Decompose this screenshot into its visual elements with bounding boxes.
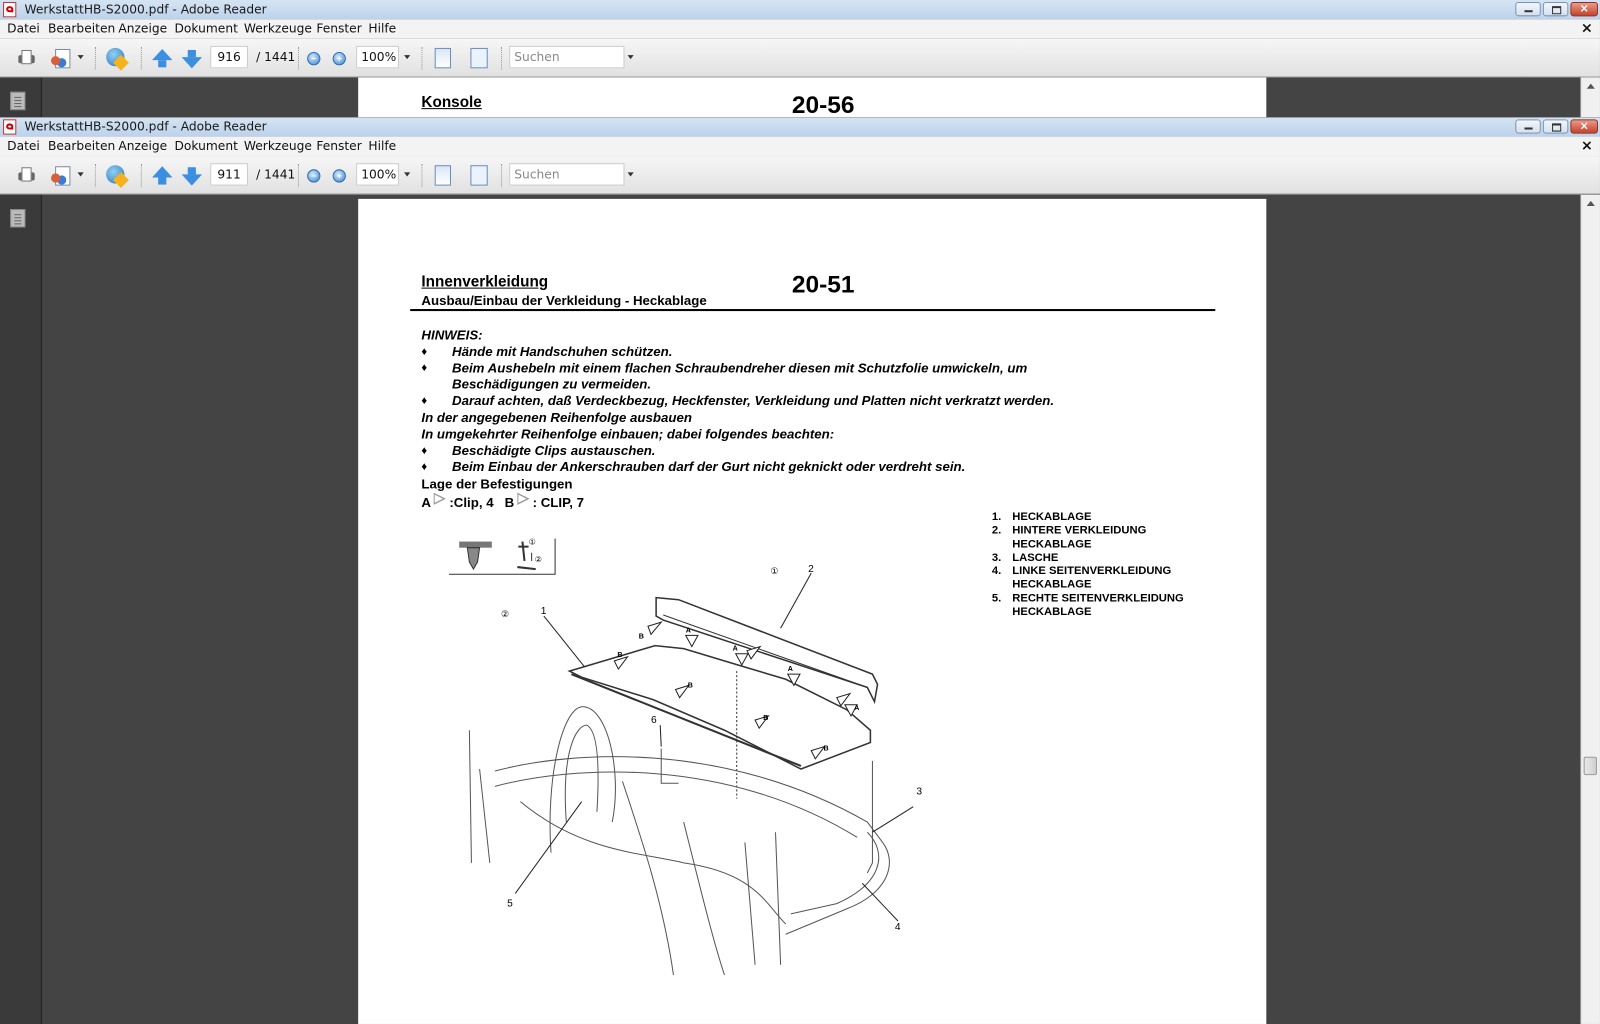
step-1-label: ① — [770, 566, 779, 577]
page-number-label: 20-51 — [791, 271, 855, 299]
bullet-icon: ♦ — [421, 394, 428, 407]
fastener-markers — [614, 622, 860, 759]
document-area — [0, 78, 1600, 118]
fastener-b: : CLIP, 7 — [532, 494, 584, 510]
print-icon[interactable] — [16, 165, 36, 185]
marker-label-a: A — [685, 626, 691, 635]
page-section-title: Konsole — [421, 93, 482, 112]
fastener-a-letter: A — [421, 494, 432, 510]
window-title: WerkstattHB-S2000.pdf - Adobe Reader — [24, 119, 267, 134]
callout-5: 5 — [507, 898, 513, 910]
page-number-input[interactable]: 911 — [210, 163, 248, 185]
menu-dokument[interactable]: Dokument — [174, 138, 238, 153]
menu-bearbeiten[interactable]: Bearbeiten — [47, 138, 116, 153]
legend-item: 4. LINKE SEITENVERKLEIDUNG — [991, 565, 1172, 578]
search-dropdown-icon[interactable] — [628, 55, 634, 59]
toolbar-separator — [501, 164, 504, 186]
previous-page-icon[interactable] — [152, 166, 172, 177]
search-input[interactable]: Suchen — [509, 46, 624, 68]
marker-label-a: A — [854, 703, 860, 712]
menu-bar — [0, 19, 1600, 38]
menu-bar — [0, 137, 1600, 156]
callout-6: 6 — [651, 715, 657, 727]
toolbar-separator — [421, 47, 424, 69]
triangle-marker-icon — [434, 493, 446, 505]
zoom-dropdown-icon[interactable] — [404, 55, 410, 59]
page-section-title: Innenverkleidung — [421, 273, 549, 291]
toolbar-separator — [141, 164, 144, 186]
zoom-out-icon[interactable] — [307, 52, 320, 65]
menu-werkzeuge[interactable]: Werkzeuge — [243, 138, 312, 153]
install-instruction: In umgekehrter Reihenfolge einbauen; dabei folgendes beachten: — [421, 426, 835, 442]
share-dropdown-icon[interactable] — [78, 55, 84, 59]
scroll-up-icon[interactable] — [1587, 84, 1595, 89]
header-rule — [410, 309, 1215, 311]
marker-label-a: A — [732, 644, 738, 653]
fastener-a: :Clip, 4 — [449, 494, 494, 510]
toolbar-separator — [421, 164, 424, 186]
fit-width-icon[interactable] — [435, 48, 451, 68]
menu-fenster[interactable]: Fenster — [316, 21, 362, 36]
zoom-in-icon[interactable] — [333, 169, 346, 182]
restore-button[interactable] — [1543, 2, 1569, 16]
menu-fenster[interactable]: Fenster — [316, 138, 362, 153]
zoom-level-input[interactable]: 100% — [356, 163, 399, 185]
menu-datei[interactable]: Datei — [7, 138, 40, 153]
note-item: Darauf achten, daß Verdeckbezug, Heckfenster, Verkleidung und Platten nicht verkratzt werden. — [452, 392, 1055, 408]
collaborate-icon[interactable] — [106, 165, 126, 185]
callout-3: 3 — [916, 786, 922, 798]
menu-werkzeuge[interactable]: Werkzeuge — [243, 21, 312, 36]
toolbar-separator — [95, 164, 98, 186]
menu-dokument[interactable]: Dokument — [174, 21, 238, 36]
marker-label-a: A — [787, 665, 793, 674]
legend-item: 3. LASCHE — [991, 551, 1059, 564]
scroll-up-icon[interactable] — [1587, 201, 1595, 206]
pdf-page — [358, 199, 1266, 1024]
fit-width-icon[interactable] — [435, 165, 451, 185]
fit-page-icon[interactable] — [470, 48, 487, 68]
note-item: Hände mit Handschuhen schützen. — [452, 343, 673, 360]
toolbar-separator — [298, 164, 301, 186]
bullet-icon: ♦ — [421, 460, 428, 474]
marker-label-b: B — [617, 650, 623, 659]
share-dropdown-icon[interactable] — [78, 172, 84, 176]
scrollbar-thumb[interactable] — [1584, 757, 1597, 775]
install-item: Beim Einbau der Ankerschrauben darf der Gurt nicht geknickt oder verdreht sein. — [452, 458, 966, 475]
fasteners-heading: Lage der Befestigungen — [421, 476, 573, 492]
bullet-icon: ♦ — [421, 444, 428, 457]
triangle-marker-icon — [517, 493, 529, 505]
pdf-app-icon — [3, 119, 16, 134]
title-bar — [0, 0, 1600, 20]
menu-hilfe[interactable]: Hilfe — [368, 138, 397, 153]
menu-anzeige[interactable]: Anzeige — [118, 21, 168, 36]
note-item-continued: Beschädigungen zu vermeiden. — [452, 376, 652, 392]
parts-diagram — [418, 516, 928, 975]
title-bar — [0, 117, 1600, 137]
vertical-scrollbar[interactable] — [1581, 78, 1600, 118]
legend-item: 5. RECHTE SEITENVERKLEIDUNG — [991, 592, 1184, 605]
inset-step-1-label: ① — [528, 537, 536, 547]
minimize-button[interactable] — [1515, 2, 1541, 16]
pages-panel-icon[interactable] — [10, 92, 25, 110]
callout-lines — [515, 573, 913, 921]
page-number-label: 20-56 — [791, 91, 855, 118]
page-total: / 1441 — [256, 167, 296, 182]
zoom-in-icon[interactable] — [333, 52, 346, 65]
close-document-button[interactable]: × — [1580, 20, 1593, 37]
menu-hilfe[interactable]: Hilfe — [368, 21, 397, 36]
inset-step-2-label: ② — [534, 554, 543, 564]
legend-item: 2. HINTERE VERKLEIDUNG — [991, 524, 1147, 537]
menu-anzeige[interactable]: Anzeige — [118, 138, 168, 153]
marker-label-b: B — [638, 632, 644, 641]
reader-window-back — [0, 0, 1600, 117]
toolbar-separator — [298, 47, 301, 69]
fastener-legend — [421, 495, 584, 510]
pdf-app-icon — [3, 2, 16, 17]
navigation-pane — [0, 78, 42, 118]
hinweis-label: HINWEIS: — [421, 327, 483, 343]
share-icon[interactable] — [51, 165, 71, 185]
toolbar-separator — [141, 47, 144, 69]
close-window-button[interactable]: × — [1570, 2, 1598, 16]
page-number-input[interactable]: 916 — [210, 46, 248, 68]
menu-datei[interactable]: Datei — [7, 21, 40, 36]
legend-item: HECKABLAGE — [1012, 605, 1092, 619]
zoom-dropdown-icon[interactable] — [404, 172, 410, 176]
callout-1: 1 — [540, 605, 547, 617]
search-dropdown-icon[interactable] — [628, 172, 634, 176]
navigation-pane — [0, 195, 42, 1024]
bullet-icon: ♦ — [421, 345, 428, 358]
install-item: Beschädigte Clips austauschen. — [452, 442, 656, 458]
step-2-label: ② — [501, 609, 510, 620]
parts-legend — [992, 511, 1184, 619]
previous-page-icon[interactable] — [152, 49, 172, 60]
window-title: WerkstattHB-S2000.pdf - Adobe Reader — [24, 2, 267, 17]
fastener-b-letter: B — [504, 494, 515, 510]
callout-4: 4 — [894, 922, 901, 934]
toolbar — [0, 156, 1600, 195]
reader-window-front — [0, 117, 1600, 1024]
share-icon[interactable] — [51, 48, 71, 68]
page-total: / 1441 — [256, 49, 296, 65]
close-document-button[interactable]: × — [1580, 137, 1593, 155]
pages-panel-icon[interactable] — [10, 209, 25, 227]
zoom-level-input[interactable]: 100% — [356, 46, 399, 68]
toolbar-separator — [501, 47, 504, 69]
toolbar — [0, 39, 1600, 78]
fit-page-icon[interactable] — [470, 165, 487, 185]
legend-item: HECKABLAGE — [1012, 578, 1092, 592]
search-input[interactable]: Suchen — [509, 163, 624, 185]
collaborate-icon[interactable] — [106, 48, 126, 68]
restore-button[interactable] — [1543, 119, 1569, 133]
note-item: Beim Aushebeln mit einem flachen Schraubendreher diesen mit Schutzfolie umwickeln, um — [452, 360, 1028, 376]
toolbar-separator — [95, 47, 98, 69]
legend-item: HECKABLAGE — [1012, 538, 1092, 551]
menu-bearbeiten[interactable]: Bearbeiten — [47, 21, 116, 36]
print-icon[interactable] — [16, 48, 36, 68]
marker-label-b: B — [687, 681, 693, 690]
document-area — [0, 195, 1600, 1024]
callout-2: 2 — [808, 564, 814, 576]
close-window-button[interactable]: × — [1570, 119, 1598, 133]
marker-label-b: B — [823, 744, 829, 753]
marker-label-b: B — [763, 714, 769, 723]
legend-item: 1. HECKABLAGE — [991, 510, 1092, 524]
vertical-scrollbar[interactable] — [1581, 195, 1600, 1024]
pdf-page — [358, 78, 1266, 118]
removal-instruction: In der angegebenen Reihenfolge ausbauen — [421, 409, 692, 426]
minimize-button[interactable] — [1515, 119, 1541, 133]
bullet-icon: ♦ — [421, 362, 428, 375]
page-subtitle: Ausbau/Einbau der Verkleidung - Heckablage — [421, 292, 707, 309]
zoom-out-icon[interactable] — [307, 169, 320, 182]
